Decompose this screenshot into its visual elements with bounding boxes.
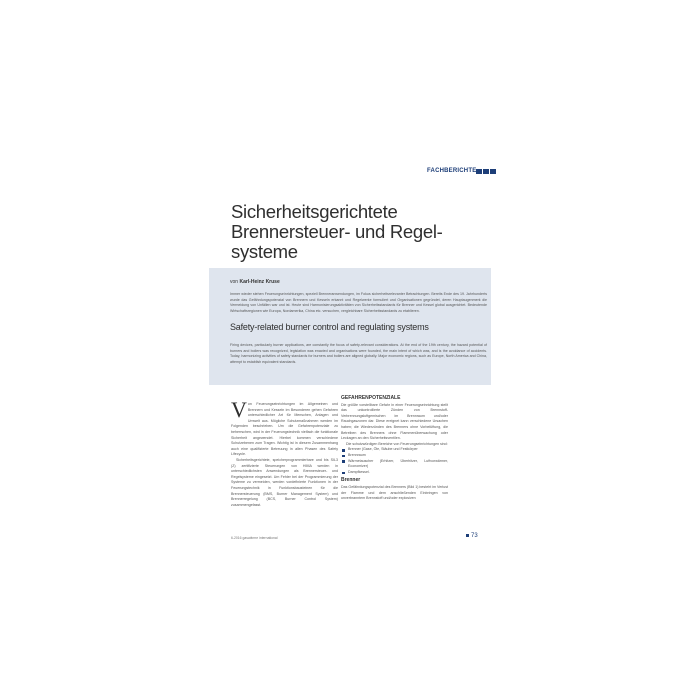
- abstract-english: Firing devices, particularly burner applications, are constantly the focus of safety-relevant considerations. At the end of the 19th century, the hazard potential of burners and boilers was recognized, legislation was enacted and organisations were founded, the main intent of which was, and is the avoidance of accidents. Today, harmonizing activities of safety standards for burners and boilers are aligned globally. Major economic regions, such as Europe, North America and China, attempt to establish equivalent standards.: [230, 343, 487, 364]
- author-line: [230, 279, 280, 285]
- article-title: Sicherheitsgerichtete Brennersteuer- und Regel-systeme: [231, 201, 443, 262]
- page-number: [466, 533, 478, 539]
- column1-paragraph-2: Sicherheitsgerichtete, speicherprogrammierbare und bis SIL3 (Z) zertifizierte Steuerungen von HIMA werden in unterschiedlichsten Anwendungen als Brennersteuer- und Regelsysteme eingesetzt. Um Fehler bei der Programmierung der Systeme zu vermeiden, werden vordefinierte Funktionen in der Feuerungstechnik in Funktionsbausteinen für die Brennersteuerung (BMS, Burner Management System) und Brennerregelung (BCS, Burner Control System) zusammengefasst.: [231, 457, 338, 507]
- author-prefix: von: [230, 279, 239, 285]
- section-squares-icon: [476, 169, 496, 174]
- abstract-german: Immer wieder stehen Feuerungseinrichtungen, speziell Brenneranwendungen, im Fokus sicherheitsrelevanter Betrachtungen. Bereits Ende des 19. Jahrhunderts wurde das Gefährdungspotenzial von Brennern und Kesseln erkannt und Regelwerke formuliert und Organisationen gegründet, deren Hauptaugenmerk die Vermeidung von Unfällen war und ist. Heute sind Harmonisierungsaktivitäten von Sicherheitsstandards für Brenner und Kessel global ausgerichtet. Bedeutende Wirtschaftsregionen wie Europa, Nordamerika, China etc. versuchen, vergleichbare Sicherheitsstandards zu etablieren.: [230, 292, 487, 313]
- drop-cap: V: [231, 397, 247, 422]
- list-item: Wärmetauscher (Erhitzer, Überhitzer, Luftvorwärmer, Economizer): [341, 459, 448, 470]
- english-subtitle: Safety-related burner control and regulating systems: [230, 322, 429, 332]
- body-column-2: [341, 396, 448, 502]
- column2-paragraph-2: Die schutzwürdigen Bereiche von Feuerungseinrichtungen sind:: [346, 441, 448, 446]
- body-column-1: [231, 397, 338, 508]
- section-heading-burner: Brenner: [341, 477, 361, 484]
- author-name: Karl-Heinz Kruse: [239, 279, 280, 285]
- column2-paragraph-1: Die größte vorstellbare Gefahr in einer Feuerungseinrichtung stellt das unkontrollierte Zünden von Brennstoff-Verbrennungsluftgemischen im Brennraum und/oder Rauchgaszonen dar. Diese ereignet kann verschiedene Ursachen haben; die Wiederzünden des Brenners ohne Vorbelüftung, die Betreiben des Brenners ohne Flammenüberwachung oder Leckagen an den Sicherheitsventilen.: [341, 402, 448, 441]
- list-item: Brennraum: [341, 453, 448, 459]
- list-item: Dampfkessel.: [341, 470, 448, 476]
- list-item: Brenner (Gase, Öle, Stäube und Festkörper: [341, 447, 448, 453]
- footer-publication: 6-2016 gaswärme international: [231, 536, 278, 540]
- section-label: FACHBERICHTE: [427, 168, 477, 174]
- protected-areas-list: [341, 447, 448, 475]
- column2-paragraph-3: Das Gefährdungspotenzial des Brenners (Bild 1) besteht im Verlust der Flamme und dem anschließenden Einbringen von unverbranntem Brennstoff und/oder explosiven: [341, 484, 448, 501]
- page-number-text: 73: [471, 533, 478, 539]
- section-heading-hazard: GEFAHRENPOTENZIALE: [341, 395, 401, 401]
- column1-paragraph-1: on Feuerungseinrichtungen im Allgemeinen und Brennern und Kesseln im Besonderen gehen Gefahren unterschiedlicher Art für Menschen, Anlagen und Umwelt aus. Mögliche Schutzmaßnahmen werden im Folgenden beschrieben. Um die Gefahrenpotenziale zu beherrschen, wird in der Feuerungstechnik vielfach die funktionale Sicherheit angewendet. Hierbei kommen verschiedene Schutzebenen zum Tragen. Wichtig ist in diesem Zusammenhang auch eine qualifizierte Betreuung in allen Phasen des Safety Lifecycle.: [231, 402, 338, 457]
- page-marker-icon: [466, 534, 469, 537]
